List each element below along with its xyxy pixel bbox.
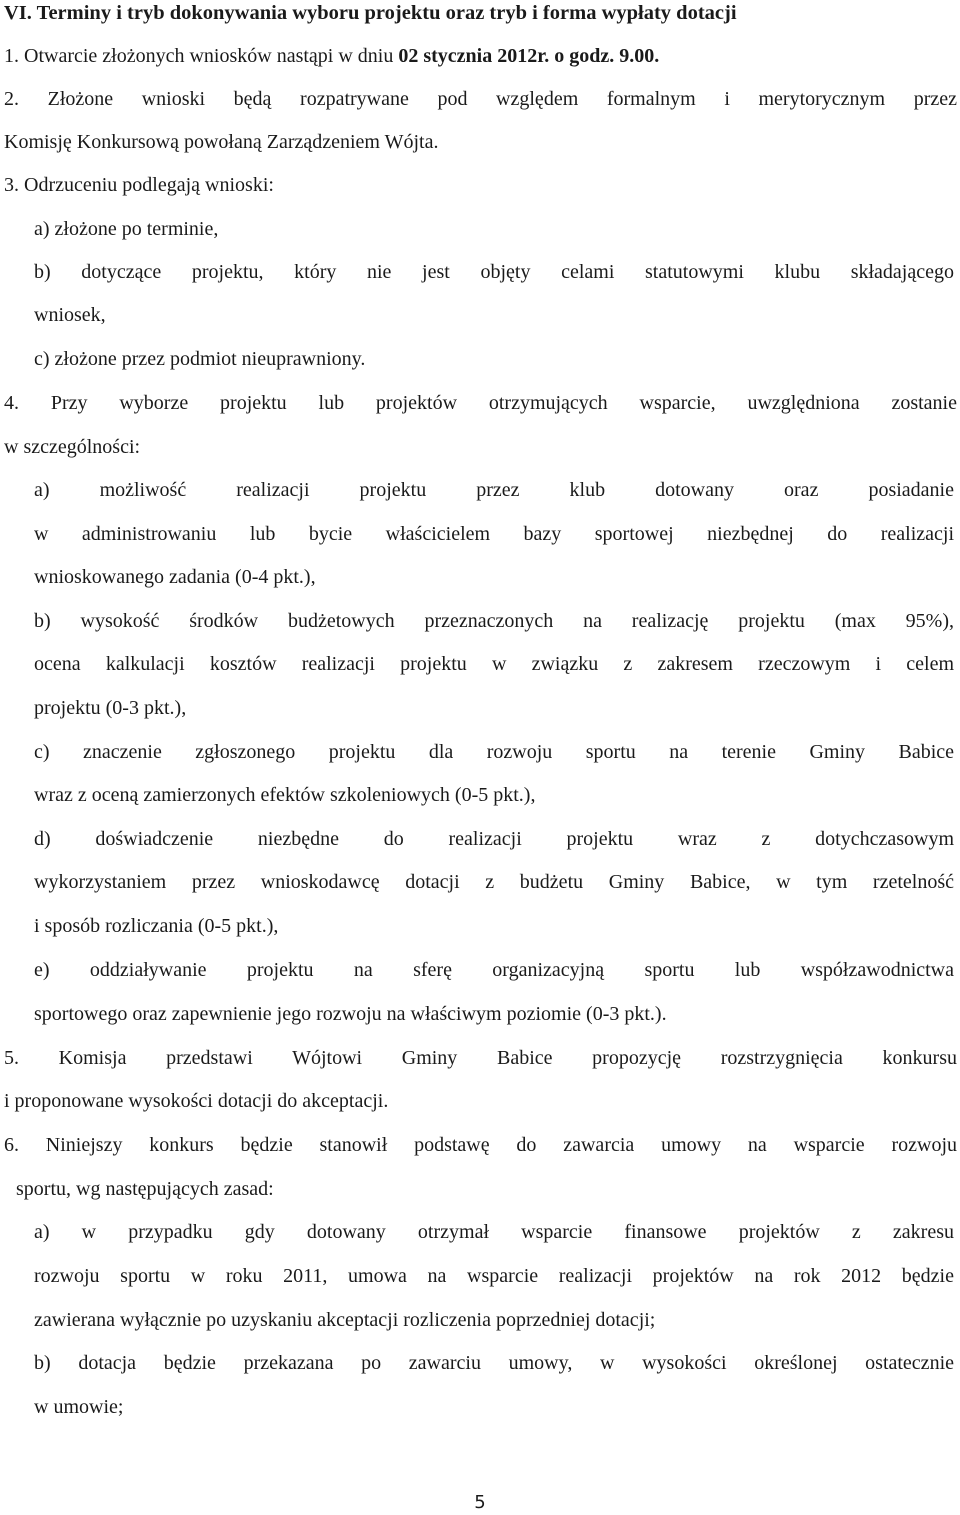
item-6a-line-1: a) w przypadku gdy dotowany otrzymał wsparcie finansowe projektów z zakresu <box>34 1221 954 1243</box>
item-6b-line-2: w umowie; <box>34 1396 124 1418</box>
item-4e-line-2: sportowego oraz zapewnienie jego rozwoju na właściwym poziomie (0-3 pkt.). <box>34 1003 667 1025</box>
item-3a: a) złożone po terminie, <box>34 218 219 240</box>
item-4e-line-1: e) oddziaływanie projektu na sferę organizacyjną sportu lub współzawodnictwa <box>34 959 954 981</box>
item-2-line-1: 2. Złożone wnioski będą rozpatrywane pod względem formalnym i merytorycznym przez <box>4 88 957 110</box>
item-4d-line-1: d) doświadczenie niezbędne do realizacji projektu wraz z dotychczasowym <box>34 828 954 850</box>
section-heading: VI. Terminy i tryb dokonywania wyboru projektu oraz tryb i forma wypłaty dotacji <box>4 2 737 24</box>
item-1-text: 1. Otwarcie złożonych wniosków nastąpi w dniu <box>4 45 399 67</box>
item-3c: c) złożone przez podmiot nieuprawniony. <box>34 348 366 370</box>
item-4a-line-1: a) możliwość realizacji projektu przez klub dotowany oraz posiadanie <box>34 479 954 501</box>
item-5-line-2: i proponowane wysokości dotacji do akceptacji. <box>4 1090 389 1112</box>
item-4-intro-line-1: 4. Przy wyborze projektu lub projektów otrzymujących wsparcie, uwzględniona zostanie <box>4 392 957 414</box>
item-6-intro-line-2: sportu, wg następujących zasad: <box>16 1178 274 1200</box>
item-3b-line-2: wniosek, <box>34 304 106 326</box>
item-6b-line-1: b) dotacja będzie przekazana po zawarciu umowy, w wysokości określonej ostatecznie <box>34 1352 954 1374</box>
item-1 <box>4 44 957 68</box>
item-4d-line-2: wykorzystaniem przez wnioskodawcę dotacji z budżetu Gminy Babice, w tym rzetelność <box>34 871 954 893</box>
item-4-intro-line-2: w szczególności: <box>4 436 141 458</box>
item-6a-line-3: zawierana wyłącznie po uzyskaniu akceptacji rozliczenia poprzedniej dotacji; <box>34 1309 656 1331</box>
page-number: 5 <box>474 1492 486 1513</box>
item-1-date: 02 stycznia 2012r. o godz. 9.00. <box>398 45 660 67</box>
item-2-line-2: Komisję Konkursową powołaną Zarządzeniem Wójta. <box>4 131 439 153</box>
item-4c-line-1: c) znaczenie zgłoszonego projektu dla rozwoju sportu na terenie Gminy Babice <box>34 741 954 763</box>
item-6a-line-2: rozwoju sportu w roku 2011, umowa na wsparcie realizacji projektów na rok 2012 będzie <box>34 1265 954 1287</box>
item-3-intro: 3. Odrzuceniu podlegają wnioski: <box>4 174 274 196</box>
item-4d-line-3: i sposób rozliczania (0-5 pkt.), <box>34 915 279 937</box>
item-6-intro-line-1: 6. Niniejszy konkurs będzie stanowił podstawę do zawarcia umowy na wsparcie rozwoju <box>4 1134 957 1156</box>
item-4a-line-2: w administrowaniu lub bycie właścicielem bazy sportowej niezbędnej do realizacji <box>34 523 954 545</box>
item-4a-line-3: wnioskowanego zadania (0-4 pkt.), <box>34 566 316 588</box>
item-4b-line-1: b) wysokość środków budżetowych przeznaczonych na realizację projektu (max 95%), <box>34 610 954 632</box>
item-4c-line-2: wraz z oceną zamierzonych efektów szkoleniowych (0-5 pkt.), <box>34 784 536 806</box>
item-4b-line-3: projektu (0-3 pkt.), <box>34 697 187 719</box>
item-4b-line-2: ocena kalkulacji kosztów realizacji projektu w związku z zakresem rzeczowym i celem <box>34 653 954 675</box>
item-3b-line-1: b) dotyczące projektu, który nie jest objęty celami statutowymi klubu składającego <box>34 261 954 283</box>
item-5-line-1: 5. Komisja przedstawi Wójtowi Gminy Babice propozycję rozstrzygnięcia konkursu <box>4 1047 957 1069</box>
